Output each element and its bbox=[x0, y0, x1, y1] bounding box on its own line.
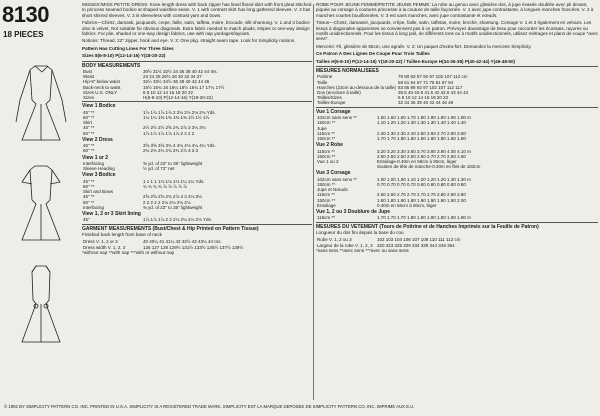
row-label: Entoilage bbox=[317, 202, 336, 208]
doublure-title: Vue 1, 2 ou 3 Doublure de Jupe bbox=[316, 208, 390, 215]
row-label: 45" bbox=[83, 217, 90, 223]
row-label: Skirt and Bows bbox=[83, 189, 114, 195]
body-measurements-table bbox=[82, 69, 312, 100]
row-label: Hip-9" below waist bbox=[83, 79, 120, 85]
row-label: Bust bbox=[83, 69, 93, 75]
row-label: Hanches (23cm au-dessous de la taille) bbox=[317, 84, 397, 90]
row-label: Sizes bbox=[83, 95, 95, 101]
view-3-figure bbox=[22, 266, 60, 342]
row-values: Soutien de tête de manche-0.40m en filet de 183cm bbox=[377, 164, 481, 170]
row-values: ⅜ yd. of 22" to 36" lightweight bbox=[143, 204, 203, 210]
row-label: 60" ** bbox=[83, 130, 95, 136]
vue3-title: Vue 3 Corsage bbox=[316, 170, 351, 177]
row-values: 2.30 2.30 2.30 2.40 2.50 2.60 2.70 2.80 2.80 bbox=[377, 130, 466, 136]
row-label: 115cm ** bbox=[317, 130, 335, 136]
table-row bbox=[316, 100, 598, 105]
row-label: Sleeve Heading bbox=[83, 166, 115, 172]
row-label: Poitrine bbox=[317, 74, 333, 80]
row-label: 102cm sans sens ** bbox=[317, 176, 357, 182]
row-label: Dos (encolure à taille) bbox=[317, 90, 361, 96]
table-row bbox=[82, 148, 312, 153]
row-values: 15½ 15¾ 16 16¼ 16½ 16¾ 17 17¼ 17½ bbox=[143, 84, 225, 90]
row-label: Dress width V. 1, 2, 3 bbox=[83, 244, 126, 250]
dress-line-drawings bbox=[2, 60, 80, 370]
view2-title: View 2 Dress bbox=[82, 136, 113, 143]
table-row bbox=[82, 205, 312, 210]
vetement-title: MESURES DU VETEMENT (Tours de Poitrine et de Hanches Imprimés sur la Feuille de Patron) bbox=[316, 223, 539, 230]
copyright-footer: © 1992 BY SIMPLICITY PATTERN CO. INC. PRINTED IN U.S.A. SIMPLICITY IS A REGISTERED TRADE MARK. SIMPLICITY EST LA MARQUE DEPOSEE DE SIMPLICITY PATTERN CO. INC. IMPRIME AUX E.U. bbox=[4, 404, 415, 409]
row-values: 3⅝ 3⅝ 3⅝ 3¾ 4 4⅛ 4⅛ 4¼ 4¼ Yds. bbox=[143, 143, 216, 149]
row-label: Skirt bbox=[83, 120, 92, 126]
garment-sub: Finished back length from base of neck bbox=[82, 231, 162, 237]
lining-title: View 1, 2 or 3 Skirt lining bbox=[82, 210, 141, 217]
row-values: H(6-8-10) P(12-14-16) Y(18-20-22) bbox=[143, 95, 213, 101]
row-label: 60" ** bbox=[83, 148, 95, 154]
vue2-title: Vue 2 Robe bbox=[316, 142, 344, 149]
row-values: 1⅞ 1⅞ 1⅞ 2 2 2⅛ 2⅛ 2⅛ 2⅛ Yds. bbox=[143, 217, 212, 223]
body-measurements-title: BODY MEASUREMENTS bbox=[82, 62, 141, 69]
column-divider bbox=[313, 4, 314, 400]
row-values: 1⅞ 1⅞ 1⅞ 1⅞ 1⅞ 2 2 2 2 bbox=[143, 130, 195, 136]
view3-yardage-table bbox=[82, 179, 312, 210]
row-label: 150cm ** bbox=[317, 153, 336, 159]
vue1-table bbox=[316, 115, 598, 141]
tissus-text: Tissus—Chintz, damassé, jacquards, crêpe, faille, satin, taffetas, moire, broché, shantung. Corsage V. 1 et 3 également en velours. Les tissus à diagonales apparentes ne conviennent pas à ce patron. Prévoyez davantage de tissu pour raccorder les écossais, rayures ou motifs unidirectionnels. Pour les tissus à long poil, de différents tons ou à motifs unidirectionnels, utilisez métrages et plans de coupe "avec sens". bbox=[316, 20, 598, 42]
vue2-table bbox=[316, 149, 598, 170]
view2-yardage-table bbox=[82, 143, 312, 153]
view1-title: View 1 Bodice bbox=[82, 103, 116, 110]
view12-title: View 1 or 2 bbox=[82, 154, 109, 161]
row-label: Interfacing bbox=[83, 160, 105, 166]
row-label: 60" ** bbox=[83, 114, 95, 120]
row-values: ⅜ yd. of 22" to 36" lightweight bbox=[143, 160, 203, 166]
row-values: 1.80 1.80 1.80 1.90 1.90 1.90 1.90 1.90 2.00 bbox=[377, 197, 466, 203]
row-label: Back-neck to waist bbox=[83, 84, 121, 90]
left-footnote: *without nap **with nap ***with or without nap bbox=[82, 249, 175, 255]
mercerie-text: Mercerie: Fil, glissière de 55cm, une agrafe. V. 2: Un paquet d'extra-fort. Demandez la mercerie Simplicity. bbox=[316, 43, 532, 49]
view3-title: View 3 Bodice bbox=[82, 172, 116, 179]
row-label: Waist bbox=[83, 74, 95, 80]
table-row bbox=[316, 164, 598, 169]
row-values: 6 8 10 12 14 16 18 20 22 bbox=[143, 89, 194, 95]
row-label: 45" ** bbox=[83, 178, 95, 184]
garment-measurements-title: GARMENT MEASUREMENTS (Bust/Chest & Hip Printed on Pattern Tissue) bbox=[82, 225, 259, 232]
row-label: Dress V. 1, 2 or 3 bbox=[83, 239, 118, 245]
right-footnote: *sans sens **avec sens ***avec ou sans sens bbox=[316, 247, 409, 253]
row-values: Entoilage-0.40m en 56cm à 90cm, léger bbox=[377, 158, 457, 164]
row-values: 320 323 325 329 334 339 344 349 354 bbox=[377, 242, 455, 248]
row-label: 150cm ** bbox=[317, 135, 336, 141]
table-row bbox=[316, 136, 598, 141]
row-label: Interfacing bbox=[83, 204, 105, 210]
sizes-line: Sizes 8(6-8-10) P(12-14-16) Y(18-20-22) bbox=[82, 53, 166, 59]
row-values: ¾ ¾ ¾ ¾ ⅞ ⅞ ⅞ ⅞ ⅞ bbox=[143, 183, 187, 189]
view1-yardage-table bbox=[82, 110, 312, 136]
row-values: 126 127 128 129½ 131½ 133½ 135½ 137½ 139½ bbox=[143, 244, 244, 250]
row-label: 115cm ** bbox=[317, 148, 335, 154]
row-values: 2 2 2 2 2 2⅛ 2⅛ 2⅛ 2⅛ bbox=[143, 199, 191, 205]
row-label: 150cm ** bbox=[317, 197, 336, 203]
row-values: 1.50 1.60 1.60 1.70 1.80 1.90 1.90 1.90 1.90 m bbox=[377, 115, 471, 121]
row-label: 45" ** bbox=[83, 109, 95, 115]
row-values: 2⅝ 2⅝ 2⅝ 2¾ 2⅞ 3 3 3⅛ 3⅛ bbox=[143, 194, 202, 200]
row-values: 3.20 3.20 3.30 3.60 3.70 3.80 3.90 4.00 4.10 m bbox=[377, 148, 471, 154]
row-values: 78 80 83 87 92 97 102 107 112 cm bbox=[398, 74, 468, 80]
row-values: 23 24 25 26½ 28 30 32 34 37 bbox=[143, 74, 202, 80]
row-values: 102 103 104 106 107 108 110 111 112 cm bbox=[377, 237, 461, 243]
row-label: 102cm sans sens ** bbox=[317, 115, 357, 121]
row-values: 32 34 36 38 40 42 44 46 48 bbox=[398, 100, 454, 106]
row-label bbox=[316, 164, 376, 169]
row-label: 60" ** bbox=[83, 199, 95, 205]
row-values: 6 8 10 12 14 16 18 20 22 bbox=[398, 95, 449, 101]
table-row bbox=[82, 131, 312, 136]
vue3-table bbox=[316, 177, 598, 208]
french-column bbox=[316, 2, 598, 404]
row-values: 1.70 1.70 1.70 1.80 1.80 1.90 1.90 1.90 1.90 m bbox=[377, 215, 471, 221]
sizes-line-fr: Tailles H(6-8-10) P(12-14-16) Y(18-20-22) / Tailles-Europe H(34-36-38) P(40-42-44) Y(46-48-50) bbox=[316, 58, 516, 64]
row-label: 115cm ** bbox=[317, 192, 335, 198]
vue1-title: Vue 1 Corsage bbox=[316, 108, 351, 115]
mesures-table bbox=[316, 74, 598, 105]
row-values: ½ yd. of 72" net bbox=[143, 166, 175, 172]
row-values: 1 1 1 1 1⅛ 1⅛ 1⅛ 1¼ 1¼ Yds. bbox=[143, 178, 205, 184]
row-label: 60" ** bbox=[83, 183, 95, 189]
row-values: 2.60 2.60 2.70 2.70 2.70 2.70 2.80 2.80 2.80 bbox=[377, 192, 466, 198]
row-values: 1¼ 1¼ 1⅜ 1⅜ 1⅜ 1⅜ 1½ 1½ 1½ bbox=[143, 114, 210, 120]
notions-text: Notions: Thread, 22" zipper, hook and eye. V. 2: One pkg. straight seam tape. Look for Simplicity notions. bbox=[82, 38, 296, 44]
lining-table bbox=[82, 217, 312, 222]
row-label: 115cm ** bbox=[317, 215, 335, 221]
row-label: Tailles/Sizes bbox=[317, 95, 342, 101]
row-label: Tailles-Europe bbox=[317, 100, 346, 106]
vetement-table bbox=[316, 237, 598, 247]
table-row bbox=[82, 95, 312, 100]
description-fr: ROBE POUR JEUNE FEMME/PETITE JEUNE FEMME: La robe au genou avec glissière dos, à jupe évasée doublée avec pli devant, piquée au corsage à coutures princesse à la couture de taille façonnée. V. 1 avec jupe contrastante, à longues manches froncées. V. 2 à manches courtes bouillonnées. V. 3 est sans manches, avec jupe contrastante et nœuds. bbox=[316, 2, 594, 18]
row-values: 0.70 0.70 0.70 0.70 0.80 0.80 0.80 0.80 0.80 bbox=[377, 181, 466, 187]
row-label: 45" ** bbox=[83, 194, 95, 200]
table-row bbox=[82, 217, 312, 222]
row-values: 1⅞ 1⅞ 1⅞ 1⅞ 2 2⅛ 2⅛ 2⅛ 2⅛ Yds. bbox=[143, 109, 216, 115]
row-values: 30½ 31½ 32½ 34 36 38 40 42 44 Ins. bbox=[143, 69, 218, 75]
sizes-title: Pattern Has Cutting Lines For Three Sizes bbox=[82, 45, 174, 51]
row-values: 1.00 1.00 1.00 1.10 1.20 1.20 1.20 1.30 1.30 m bbox=[377, 176, 471, 182]
row-values: 58 61 64 67 71 76 81 87 94 bbox=[398, 79, 454, 85]
row-label: Largeur de la robe V. 1, 2, 3 bbox=[317, 242, 373, 248]
piece-count: 18 PIECES bbox=[3, 30, 44, 39]
table-row bbox=[316, 215, 598, 220]
row-values: 40 40¼ 41 41¼ 42 42½ 43 43¼ 44 Ins. bbox=[143, 239, 222, 245]
table-row bbox=[316, 203, 598, 208]
row-values: 2.50 2.50 2.50 2.60 2.60 2.70 2.70 2.80 2.80 bbox=[377, 153, 466, 159]
row-values: 39.5 40 40.5 41.5 42 42.5 43 44 44 bbox=[398, 90, 469, 96]
row-label: 150cm ** bbox=[317, 120, 336, 126]
row-label: 45" ** bbox=[83, 143, 95, 149]
row-values: 2½ 2½ 2½ 2⅝ 2¾ 2⅞ 3 3⅛ 3⅛ bbox=[143, 125, 206, 131]
row-label: Jupe bbox=[317, 125, 327, 131]
fabrics-text: Fabrics—Chintz, damask, jacquards, crepe, faille, satin, taffeta, moire, brocade, silk shantung. V. 1 and 3 bodice also in velvet. Not suitable for obvious diagonals. Extra fabric needed to match plaids, stripes or one-way design fabrics. For pile, shaded or one-way design fabrics, use with nap yardages/layouts. bbox=[82, 20, 310, 37]
row-label: Sizes U.S. ONLY bbox=[83, 89, 118, 95]
view12-table bbox=[82, 161, 312, 171]
table-row bbox=[82, 166, 312, 171]
doublure-table bbox=[316, 215, 598, 220]
garment-table bbox=[82, 239, 312, 249]
row-label: Jupe et Nœuds bbox=[317, 187, 348, 193]
row-label: Robe V. 1, 2 ou 3 bbox=[317, 237, 352, 243]
english-column bbox=[82, 2, 312, 404]
vetement-sub: Longueur du dos fini depuis la base du cou bbox=[316, 229, 404, 235]
view-1-figure bbox=[16, 66, 66, 140]
row-values: 1.70 1.70 1.80 1.80 1.80 1.80 1.80 1.80 1.80 bbox=[377, 135, 466, 141]
row-values: 83 85 88 92 97 102 107 112 117 bbox=[398, 84, 463, 90]
row-label: Vue 1 ou 2 bbox=[317, 158, 339, 164]
row-label: 45" ** bbox=[83, 125, 95, 131]
sizes-title-fr: Ce Patron A Des Lignes De Coupe Pour Trois Tailles bbox=[316, 51, 430, 57]
view-2-figure bbox=[22, 166, 60, 240]
description: MISSES'/MISS PETITE DRESS: Knee length dress with back zipper has lined flared skirt with front pleat stitched to princess seamed bodice at shaped waistline seam. V. 1 with contrast skirt has long gathered sleeves. V. 2 has short shirred sleeves. V. 3 is sleeveless with contrast yarn and bows. bbox=[82, 2, 312, 18]
pattern-number: 8130 bbox=[2, 2, 49, 27]
row-label: Taille bbox=[317, 79, 328, 85]
row-values: 32½ 33½ 34½ 36 38 40 42 44 46 bbox=[143, 79, 210, 85]
row-values: 1.10 1.20 1.20 1.30 1.30 1.30 1.40 1.40 1.40 bbox=[377, 120, 466, 126]
row-values: 2¾ 2¾ 2¾ 2¾ 2¾ 2⅞ 3 3 3 bbox=[143, 148, 199, 154]
row-values: 0.40m en 56cm à 90cm, léger bbox=[377, 202, 437, 208]
mesures-title: MESURES NORMALISEES bbox=[316, 68, 379, 75]
row-label: 150cm ** bbox=[317, 181, 336, 187]
